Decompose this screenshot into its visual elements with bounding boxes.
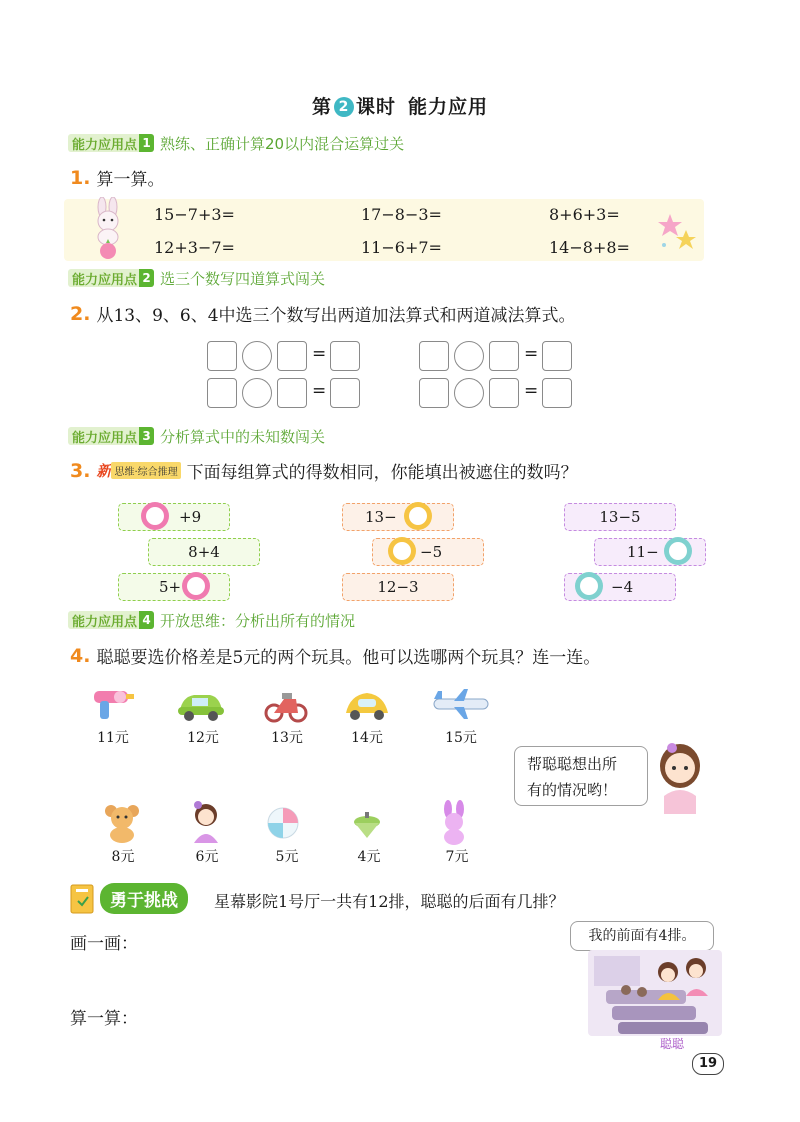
expression: 14−8+8=: [549, 238, 630, 257]
book-icon: [68, 881, 98, 915]
speech-bubble: 我的前面有4排。: [570, 921, 714, 951]
answer-box[interactable]: [489, 341, 519, 371]
question-1: [70, 165, 164, 190]
teal-flower-icon: [663, 536, 693, 566]
hint-bubble: 帮聪聪想出所 有的情况哟！: [514, 746, 648, 806]
equals-sign: =: [312, 344, 327, 364]
ball-icon[interactable]: [266, 806, 300, 840]
stars-icon: [656, 212, 698, 256]
challenge-badge: 勇于挑战: [68, 881, 206, 915]
price-label: 13元: [271, 730, 303, 746]
price-label: 11元: [97, 730, 129, 746]
price-label: 6元: [195, 849, 219, 865]
equals-sign: =: [524, 381, 539, 401]
airplane-icon[interactable]: [430, 687, 492, 721]
section-title: 分析算式中的未知数闯关: [160, 427, 326, 446]
section-header-2: [68, 268, 325, 288]
lesson-title: [0, 92, 800, 119]
question-number: 4.: [70, 644, 91, 667]
section-title: 熟练、正确计算20以内混合运算过关: [160, 134, 405, 153]
answer-box[interactable]: [277, 341, 307, 371]
operator-circle[interactable]: [454, 378, 484, 408]
question-number: 1.: [70, 166, 91, 189]
price-label: 8元: [111, 849, 135, 865]
section-title: 开放思维：分析出所有的情况: [160, 611, 356, 630]
girl-icon: [650, 740, 710, 814]
rabbit-icon: [86, 197, 130, 263]
price-label: 7元: [445, 849, 469, 865]
page-number: 19: [692, 1053, 724, 1075]
expression-pill: 12−3: [342, 573, 454, 601]
expression-pill: 5+: [118, 573, 230, 601]
pink-flower-icon: [181, 571, 211, 601]
toy-car-yellow-icon[interactable]: [342, 687, 392, 723]
expression-pill: 11−: [594, 538, 706, 566]
answer-box[interactable]: [330, 378, 360, 408]
answer-box[interactable]: [330, 341, 360, 371]
operator-circle[interactable]: [242, 341, 272, 371]
answer-box[interactable]: [489, 378, 519, 408]
answer-box[interactable]: [277, 378, 307, 408]
expression: 17−8−3=: [361, 205, 442, 224]
calc-label: 算一算：: [70, 1009, 138, 1029]
draw-label: 画一画：: [70, 934, 138, 954]
question-number: 3.: [70, 459, 91, 482]
expression: 12+3−7=: [154, 238, 235, 257]
question-4: [70, 643, 600, 668]
expression-pill: 13−5: [564, 503, 676, 531]
question-3: [70, 458, 578, 483]
cinema-scene-icon: [588, 950, 722, 1036]
answer-box[interactable]: [542, 378, 572, 408]
section-header-4: [68, 610, 355, 630]
equals-sign: =: [312, 381, 327, 401]
expression: 8+6+3=: [549, 205, 620, 224]
answer-box[interactable]: [419, 378, 449, 408]
expression-pill: 13−: [342, 503, 454, 531]
yellow-flower-icon: [387, 536, 417, 566]
water-gun-icon[interactable]: [90, 685, 136, 723]
lesson-prefix: 第: [311, 96, 332, 118]
thinking-badge: 新 思维·综合推理: [96, 460, 180, 481]
spinning-top-icon[interactable]: [352, 812, 382, 840]
price-label: 15元: [445, 730, 477, 746]
question-text: 算一算。: [96, 170, 165, 190]
yellow-flower-icon: [403, 501, 433, 531]
operator-circle[interactable]: [454, 341, 484, 371]
motorcycle-icon[interactable]: [264, 685, 308, 725]
section-title: 选三个数写四道算式闯关: [160, 269, 326, 288]
equals-sign: =: [524, 344, 539, 364]
expression-pill: +9: [118, 503, 230, 531]
question-text: 从13、9、6、4中选三个数写出两道加法算式和两道减法算式。: [96, 306, 576, 326]
expression: 15−7+3=: [154, 205, 235, 224]
operator-circle[interactable]: [242, 378, 272, 408]
question-text: 下面每组算式的得数相同，你能填出被遮住的数吗？: [186, 463, 578, 483]
answer-box[interactable]: [542, 341, 572, 371]
lesson-suffix: 课时: [355, 96, 396, 118]
expression-pill: −5: [372, 538, 484, 566]
question-2: [70, 301, 576, 326]
expression-pill: −4: [564, 573, 676, 601]
question-number: 2.: [70, 302, 91, 325]
teal-flower-icon: [574, 571, 604, 601]
expression: 11−6+7=: [361, 238, 442, 257]
toy-car-green-icon[interactable]: [176, 687, 226, 723]
doll-icon[interactable]: [186, 801, 226, 845]
section-tag: 能力应用点 3: [68, 427, 154, 445]
price-label: 4元: [357, 849, 381, 865]
teddy-bear-icon[interactable]: [102, 803, 142, 843]
section-tag: 能力应用点 4: [68, 611, 154, 629]
price-label: 12元: [187, 730, 219, 746]
section-header-1: [68, 133, 404, 153]
section-tag: 能力应用点 2: [68, 269, 154, 287]
lesson-name: 能力应用: [408, 96, 489, 118]
character-name: 聪聪: [660, 1037, 685, 1051]
pink-flower-icon: [140, 501, 170, 531]
price-label: 14元: [351, 730, 383, 746]
bunny-toy-icon[interactable]: [436, 800, 472, 846]
answer-box[interactable]: [207, 341, 237, 371]
section-tag: 能力应用点 1: [68, 134, 154, 152]
expression-pill: 8+4: [148, 538, 260, 566]
answer-box[interactable]: [419, 341, 449, 371]
answer-box[interactable]: [207, 378, 237, 408]
challenge-text: 星幕影院1号厅一共有12排，聪聪的后面有几排？: [214, 892, 565, 911]
section-header-3: [68, 426, 325, 446]
price-label: 5元: [275, 849, 299, 865]
question-text: 聪聪要选价格差是5元的两个玩具。他可以选哪两个玩具？连一连。: [96, 648, 601, 668]
lesson-number: 2: [334, 97, 354, 117]
